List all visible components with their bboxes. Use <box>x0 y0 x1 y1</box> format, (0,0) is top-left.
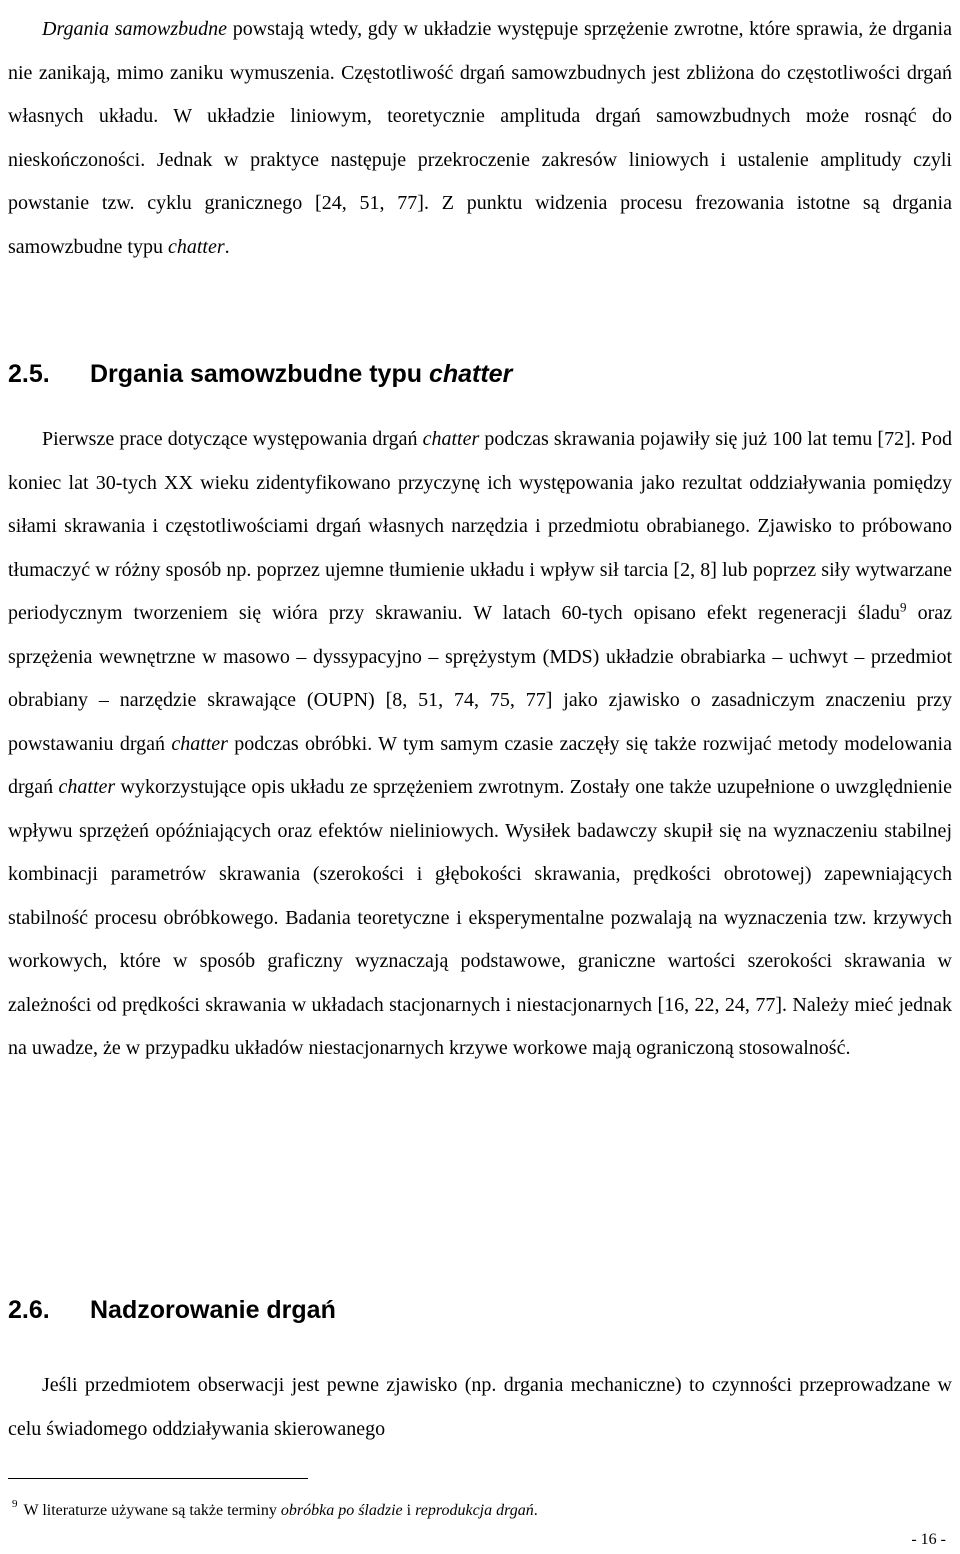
italic-term: obróbka po śladzie <box>280 1502 403 1519</box>
italic-term: chatter <box>58 776 116 798</box>
text-run: W literaturze używane są także terminy <box>23 1502 281 1519</box>
text-run: . <box>224 235 230 258</box>
section-title: Nadzorowanie drgań <box>90 1296 336 1324</box>
section-title: Drgania samowzbudne typu <box>90 360 429 388</box>
footnote-text <box>24 1502 538 1519</box>
section-heading-2-5 <box>8 359 512 389</box>
italic-term: reprodukcja drgań <box>415 1502 534 1519</box>
text-run: podczas obróbki. W tym samym czasie zaczęły się także rozwijać metody modelowania drgań <box>8 732 952 798</box>
page-number: - 16 - <box>911 1531 946 1548</box>
text-run: i <box>402 1502 416 1519</box>
italic-term: chatter <box>171 732 228 755</box>
italic-term: chatter <box>167 235 225 258</box>
footnote-mark: 9 <box>12 1498 18 1510</box>
footnote-reference: 9 <box>900 599 907 615</box>
section-title-italic: chatter <box>428 360 513 388</box>
section-number: 2.5. <box>8 360 50 388</box>
text-run: podczas skrawania pojawiły się już 100 lat temu [72]. Pod koniec lat 30-tych XX wieku zidentyfikowano przyczynę ich występowania jako rezultat oddziaływania pomiędzy siłami skrawania i częstotliwościami drgań własnych narzędzia i przedmiotu obrabianego. Zjawisko to próbowano tłumaczyć w różny sposób np. poprzez ujemne tłumienie układu i wpływ sił tarcia [2, 8] lub poprzez siły wytwarzane periodycznym tworzeniem się wióra przy skrawaniu. W latach 60-tych opisano efekt regeneracji śladu <box>8 428 952 624</box>
text-run: oraz sprzężenia wewnętrzne w masowo – dyssypacyjno – sprężystym (MDS) układzie obrabiarka – uchwyt – przedmiot obrabiany – narzędzie skrawające (OUPN) [8, 51, 74, 75, 77] jako zjawisko o zasadniczym znaczeniu przy powstawaniu drgań <box>8 602 952 755</box>
text-run: Jeśli przedmiotem obserwacji jest pewne zjawisko (np. drgania mechaniczne) to czynności przeprowadzane w celu świadomego oddziaływania skierowanego <box>8 1374 952 1440</box>
text-run: . <box>533 1502 538 1519</box>
section-heading-2-6 <box>8 1295 336 1325</box>
footnote-separator <box>8 1478 308 1479</box>
italic-term: chatter <box>422 428 480 450</box>
section-number: 2.6. <box>8 1296 50 1324</box>
text-run: Pierwsze prace dotyczące występowania drgań <box>42 428 423 450</box>
footnote <box>8 1493 952 1522</box>
paragraph-self-excited-vibrations <box>8 8 952 269</box>
italic-term: Drgania samowzbudne <box>42 18 227 40</box>
paragraph-vibration-supervision <box>8 1364 952 1451</box>
paragraph-chatter-history <box>8 418 952 1071</box>
text-run: powstają wtedy, gdy w układzie występuje sprzężenie zwrotne, które sprawia, że drgania nie zanikają, mimo zaniku wymuszenia. Częstotliwość drgań samowzbudnych jest zbliżona do częstotliwości drgań własnych układu. W układzie liniowym, teoretycznie amplituda drgań samowzbudnych może rosnąć do nieskończoności. Jednak w praktyce następuje przekroczenie zakresów liniowych i ustalenie amplitudy czyli powstanie tzw. cyklu granicznego [24, 51, 77]. Z punktu widzenia procesu frezowania istotne są drgania samowzbudne typu <box>8 18 952 258</box>
text-run: wykorzystujące opis układu ze sprzężeniem zwrotnym. Zostały one także uzupełnione o uwzględnienie wpływu sprzężeń opóźniających oraz efektów nieliniowych. Wysiłek badawczy skupił się na wyznaczeniu stabilnej kombinacji parametrów skrawania (szerokości i głębokości skrawania, prędkości obrotowej) zapewniających stabilność procesu obróbkowego. Badania teoretyczne i eksperymentalne pozwalają na wyznaczenia tzw. krzywych workowych, które w sposób graficzny wyznaczają podstawowe, graniczne wartości szerokości skrawania w zależności od prędkości skrawania w układach stacjonarnych i niestacjonarnych [16, 22, 24, 77]. Należy mieć jednak na uwadze, że w przypadku układów niestacjonarnych krzywe workowe mają ograniczoną stosowalność. <box>8 776 952 1059</box>
